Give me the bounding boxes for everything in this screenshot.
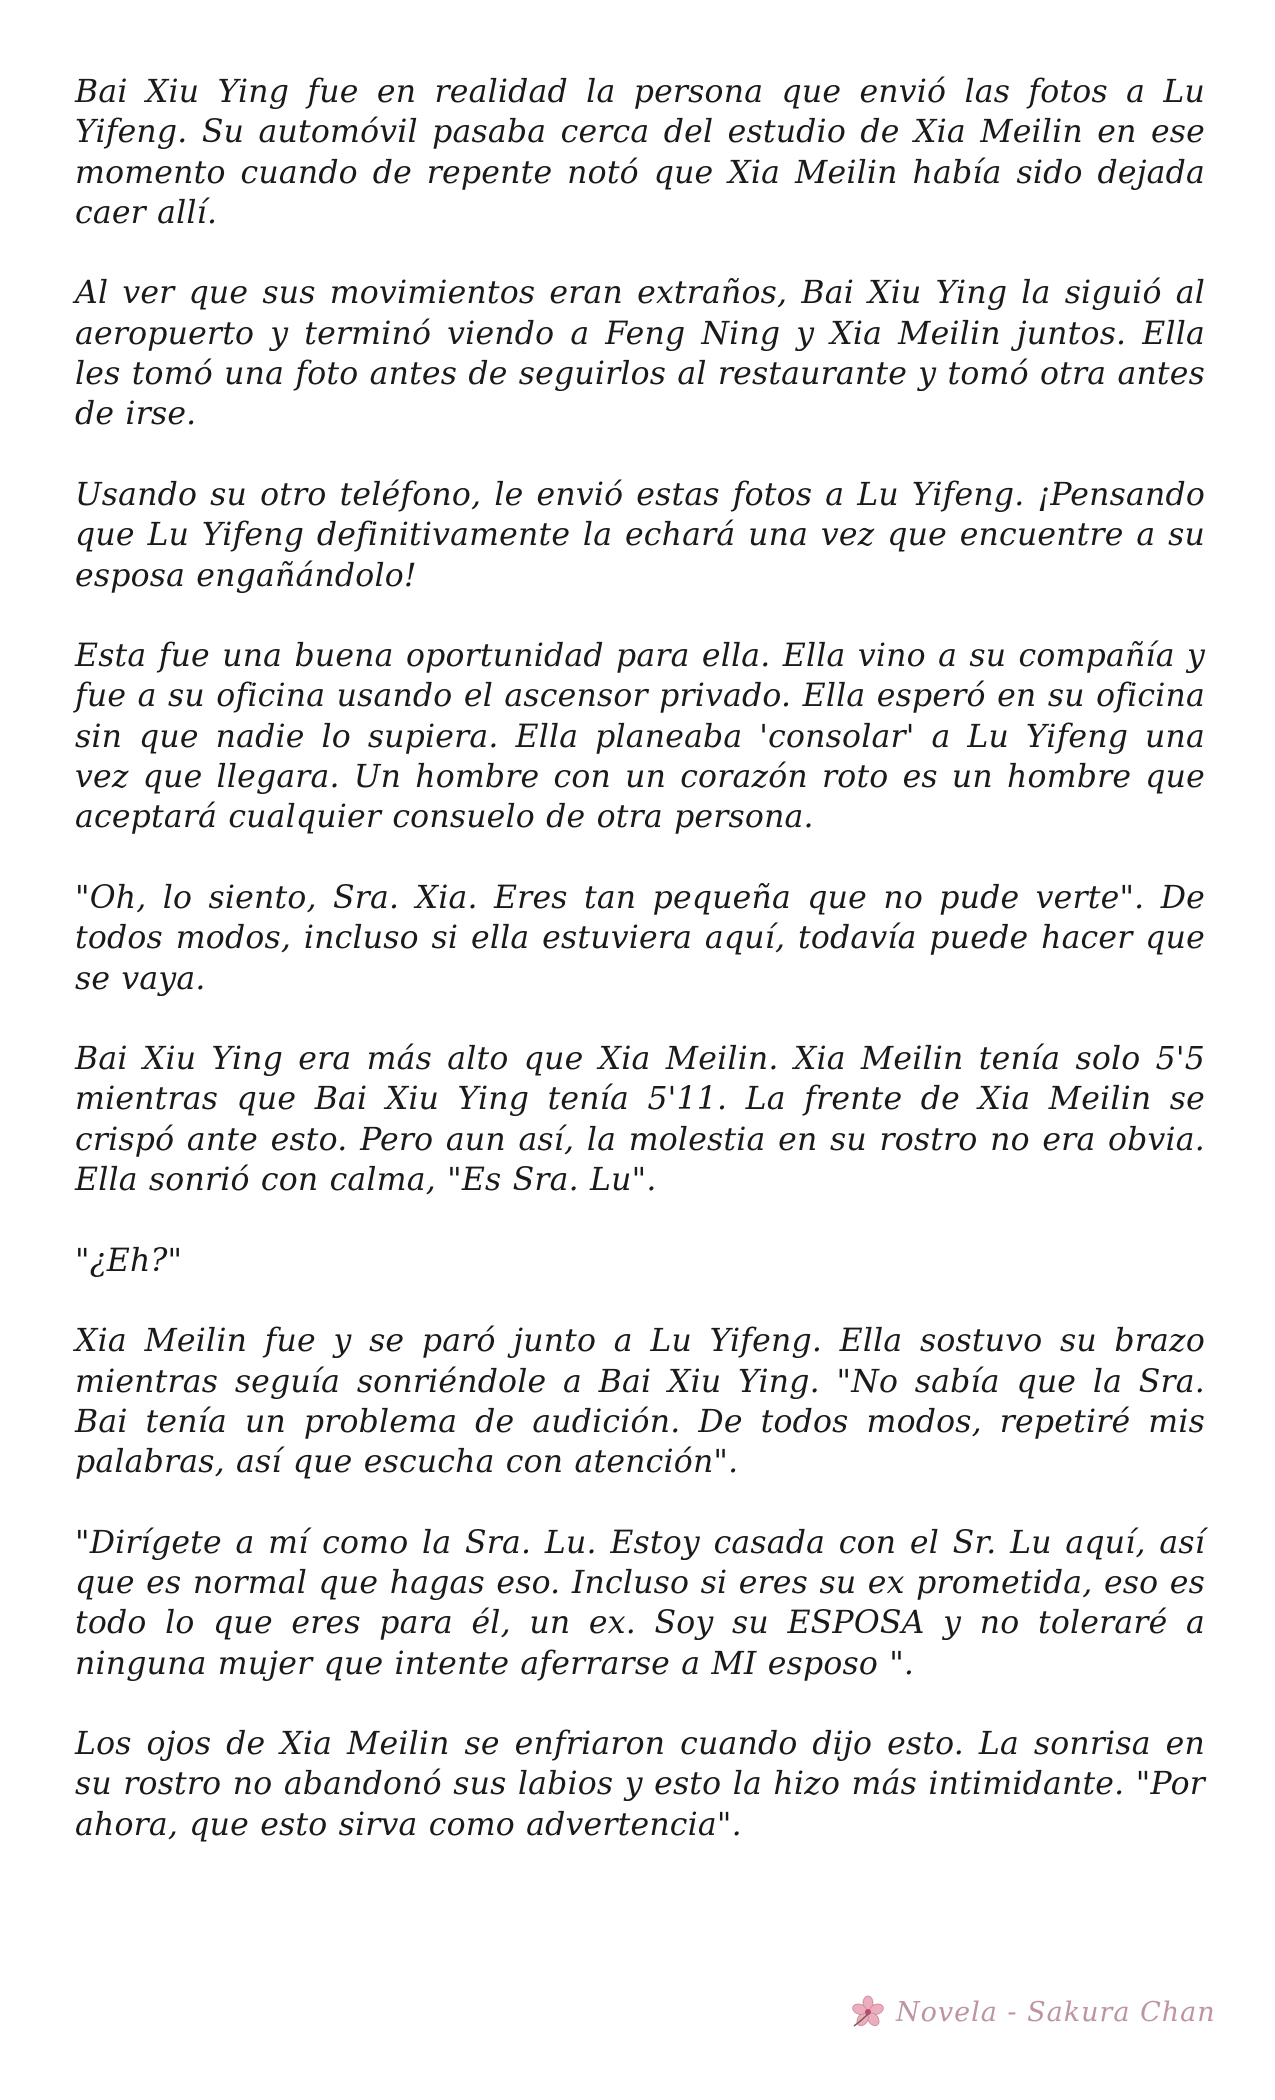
paragraph-3: Usando su otro teléfono, le envió estas fotos a Lu Yifeng. ¡Pensando que Lu Yifeng definitivamente la echará una vez que encuentre a su esposa engañándolo!: [75, 476, 1205, 594]
document-body: [75, 72, 1205, 1885]
paragraph-8: Xia Meilin fue y se paró junto a Lu Yifeng. Ella sostuvo su brazo mientras seguía sonriéndole a Bai Xiu Ying. "No sabía que la Sra. Bai tenía un problema de audición. De todos modos, repetiré mis palabras, así que escucha con atención".: [75, 1323, 1205, 1481]
paragraph-9: "Dirígete a mí como la Sra. Lu. Estoy casada con el Sr. Lu aquí, así que es normal que hagas eso. Incluso si eres su ex prometida, eso es todo lo que eres para él, un ex. Soy su ESPOSA y no toleraré a ninguna mujer que intente aferrarse a MI esposo ".: [75, 1524, 1205, 1682]
paragraph-5: "Oh, lo siento, Sra. Xia. Eres tan pequeña que no pude verte". De todos modos, incluso si ella estuviera aquí, todavía puede hacer que se vaya.: [75, 879, 1205, 997]
paragraph-4: Esta fue una buena oportunidad para ella. Ella vino a su compañía y fue a su oficina usando el ascensor privado. Ella esperó en su oficina sin que nadie lo supiera. Ella planeaba 'consolar' a Lu Yifeng una vez que llegara. Un hombre con un corazón roto es un hombre que aceptará cualquier consuelo de otra persona.: [75, 638, 1205, 836]
watermark: [848, 1992, 1216, 2032]
sakura-flower-icon: [848, 1992, 888, 2032]
paragraph-10: Los ojos de Xia Meilin se enfriaron cuando dijo esto. La sonrisa en su rostro no abandonó sus labios y esto la hizo más intimidante. "Por ahora, que esto sirva como advertencia".: [75, 1726, 1205, 1843]
paragraph-1: Bai Xiu Ying fue en realidad la persona que envió las fotos a Lu Yifeng. Su automóvil pasaba cerca del estudio de Xia Meilin en ese momento cuando de repente notó que Xia Meilin había sido dejada caer allí.: [75, 74, 1205, 231]
paragraph-6: Bai Xiu Ying era más alto que Xia Meilin. Xia Meilin tenía solo 5'5 mientras que Bai Xiu Ying tenía 5'11. La frente de Xia Meilin se crispó ante esto. Pero aun así, la molestia en su rostro no era obvia. Ella sonrió con calma, "Es Sra. Lu".: [75, 1041, 1205, 1199]
paragraph-2: Al ver que sus movimientos eran extraños, Bai Xiu Ying la siguió al aeropuerto y terminó viendo a Feng Ning y Xia Meilin juntos. Ella les tomó una foto antes de seguirlos al restaurante y tomó otra antes de irse.: [75, 275, 1205, 433]
paragraph-7: "¿Eh?": [75, 1242, 183, 1279]
watermark-text: Novela - Sakura Chan: [896, 1996, 1216, 2028]
